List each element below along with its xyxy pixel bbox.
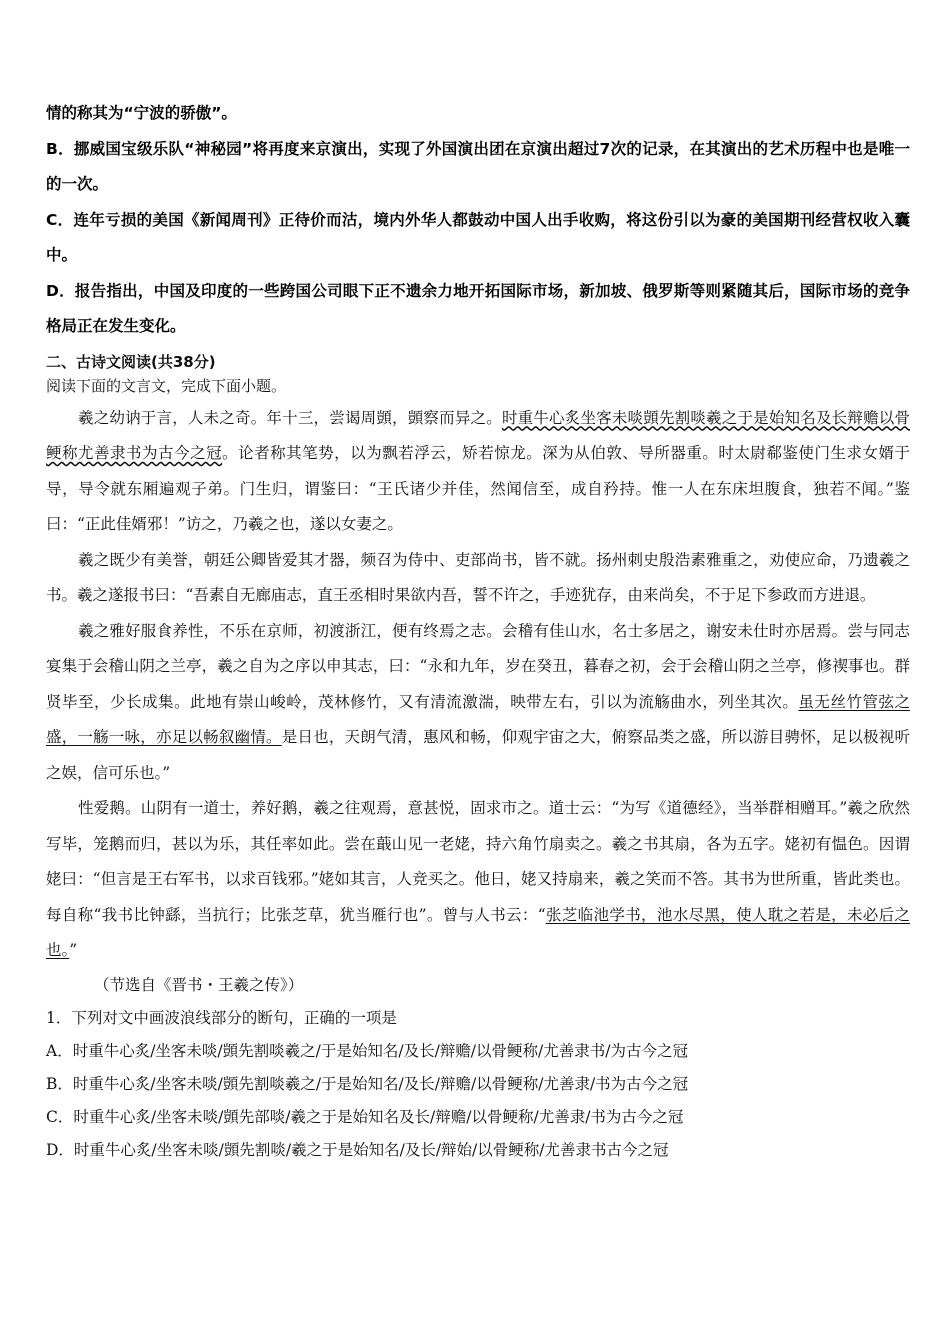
section-title: 二、古诗文阅读(共38分) bbox=[46, 352, 216, 371]
prev-option-c: C．连年亏损的美国《新闻周刊》正待价而沽，境内外华人都鼓动中国人出手收购，将这份引以为豪的美国期刊经营权收入囊中。 bbox=[46, 210, 910, 264]
p4-text-a: 性爱鹅。山阴有一道士，养好鹅，羲之往观焉，意甚悦，固求市之。道士云：“为写《道德经》，当举群相赠耳。”羲之欣然写毕，笼鹅而归，甚以为乐，其任率如此。尝在蕺山见一老姥，持六角竹扇卖之。羲之书其扇，各为五字。姥初有愠色。因谓姥曰：“但言是王右军书，以求百钱邪。”姥如其言，人竞买之。他日，姥又持扇来，羲之笑而不答。其书为世所重，皆此类也。每自称“我书比钟繇，当抗行；比张芝草，犹当雁行也”。曾与人书云：“ bbox=[46, 799, 910, 924]
prev-option-b: B．挪威国宝级乐队“神秘园”将再度来京演出，实现了外国演出团在京演出超过7次的记录，在其演出的艺术历程中也是唯一的一次。 bbox=[46, 139, 910, 193]
p3-text-b: 是日也，天朗气清，惠风和畅，仰观宇宙之大，俯察品类之盛，所以游目骋怀，足以极视听之娱，信可乐也。” bbox=[46, 728, 910, 782]
wavy-underlined-text: 时重牛心炙坐客未啖顗先割啖羲之于是始知名及长辩赡以骨鲠称尤善隶书为古今之冠 bbox=[46, 408, 910, 462]
section-instruction: 阅读下面的文言文，完成下面小题。 bbox=[46, 376, 287, 395]
underlined-sentence-1: 虽无丝竹管弦之盛，一觞一咏，亦足以畅叙幽情。 bbox=[46, 692, 910, 746]
prev-option-d: D．报告指出，中国及印度的一些跨国公司眼下正不遗余力地开拓国际市场，新加坡、俄罗斯等则紧随其后，国际市场的竞争格局正在发生变化。 bbox=[46, 281, 910, 335]
underlined-sentence-2: 张芝临池学书，池水尽黑，使人耽之若是，未必后之也。 bbox=[46, 905, 910, 959]
question-1-option-d: D．时重牛心炙/坐客未啖/顗先割啖/羲之于是始知名/及长/辩始/以骨鲠称/尤善隶书古今之冠 bbox=[46, 1140, 669, 1159]
question-1-option-c: C．时重牛心炙/坐客未啖/顗先部啖/羲之于是始知名及长/辩赡/以骨鲠称/尤善隶/书为古今之冠 bbox=[46, 1107, 684, 1126]
passage-paragraph-2: 羲之既少有美誉，朝廷公卿皆爱其才器，频召为侍中、吏部尚书，皆不就。扬州刺史殷浩素雅重之，劝使应命，乃遗羲之书。羲之遂报书曰：“吾素自无廊庙志，直王丞相时果欲内吾，誓不许之，手迹犹存，由来尚矣，不于足下参政而方进退。 bbox=[46, 550, 910, 604]
question-1-stem: 1．下列对文中画波浪线部分的断句，正确的一项是 bbox=[46, 1008, 397, 1027]
p1-text-b: 。论者称其笔势，以为飘若浮云，矫若惊龙。深为从伯敦、导所器重。时太尉郗鉴使门生求女婿于导，导令就东厢遍观子弟。门生归，谓鉴曰：“王氏诸少并佳，然闻信至，成自矜持。惟一人在东床坦腹食，独若不闻。”鉴曰：“正此佳婿邪！”访之，乃羲之也，遂以女妻之。 bbox=[46, 444, 910, 533]
question-1-option-b: B．时重牛心炙/坐客未啖/顗先割啖羲之/于是始知名/及长/辩赡/以骨鲠称/尤善隶/书为古今之冠 bbox=[46, 1074, 689, 1093]
passage-paragraph-3 bbox=[46, 614, 910, 792]
passage-source: （节选自《晋书・王羲之传》） bbox=[94, 975, 304, 994]
passage-paragraph-1 bbox=[46, 401, 910, 543]
p3-text-a: 羲之雅好服食养性，不乐在京师，初渡浙江，便有终焉之志。会稽有佳山水，名士多居之，谢安未仕时亦居焉。尝与同志宴集于会稽山阴之兰亭，羲之自为之序以申其志，曰：“永和九年，岁在癸丑，暮春之初，会于会稽山阴之兰亭，修禊事也。群贤毕至，少长成集。此地有崇山峻岭，茂林修竹，又有清流激湍，映带左右，引以为流觞曲水，列坐其次。 bbox=[46, 621, 910, 711]
prev-option-a-tail: 情的称其为“宁波的骄傲”。 bbox=[46, 104, 237, 122]
document-page bbox=[46, 96, 910, 1167]
passage-paragraph-4 bbox=[46, 791, 910, 969]
p1-text-a: 羲之幼讷于言，人未之奇。年十三，尝谒周顗，顗察而异之。 bbox=[78, 408, 502, 427]
question-1-option-a: A．时重牛心炙/坐客未啖/顗先割啖羲之/于是始知名/及长/辩赡/以骨鲠称/尤善隶书/为古今之冠 bbox=[46, 1041, 688, 1060]
p4-text-b: ” bbox=[69, 941, 78, 959]
